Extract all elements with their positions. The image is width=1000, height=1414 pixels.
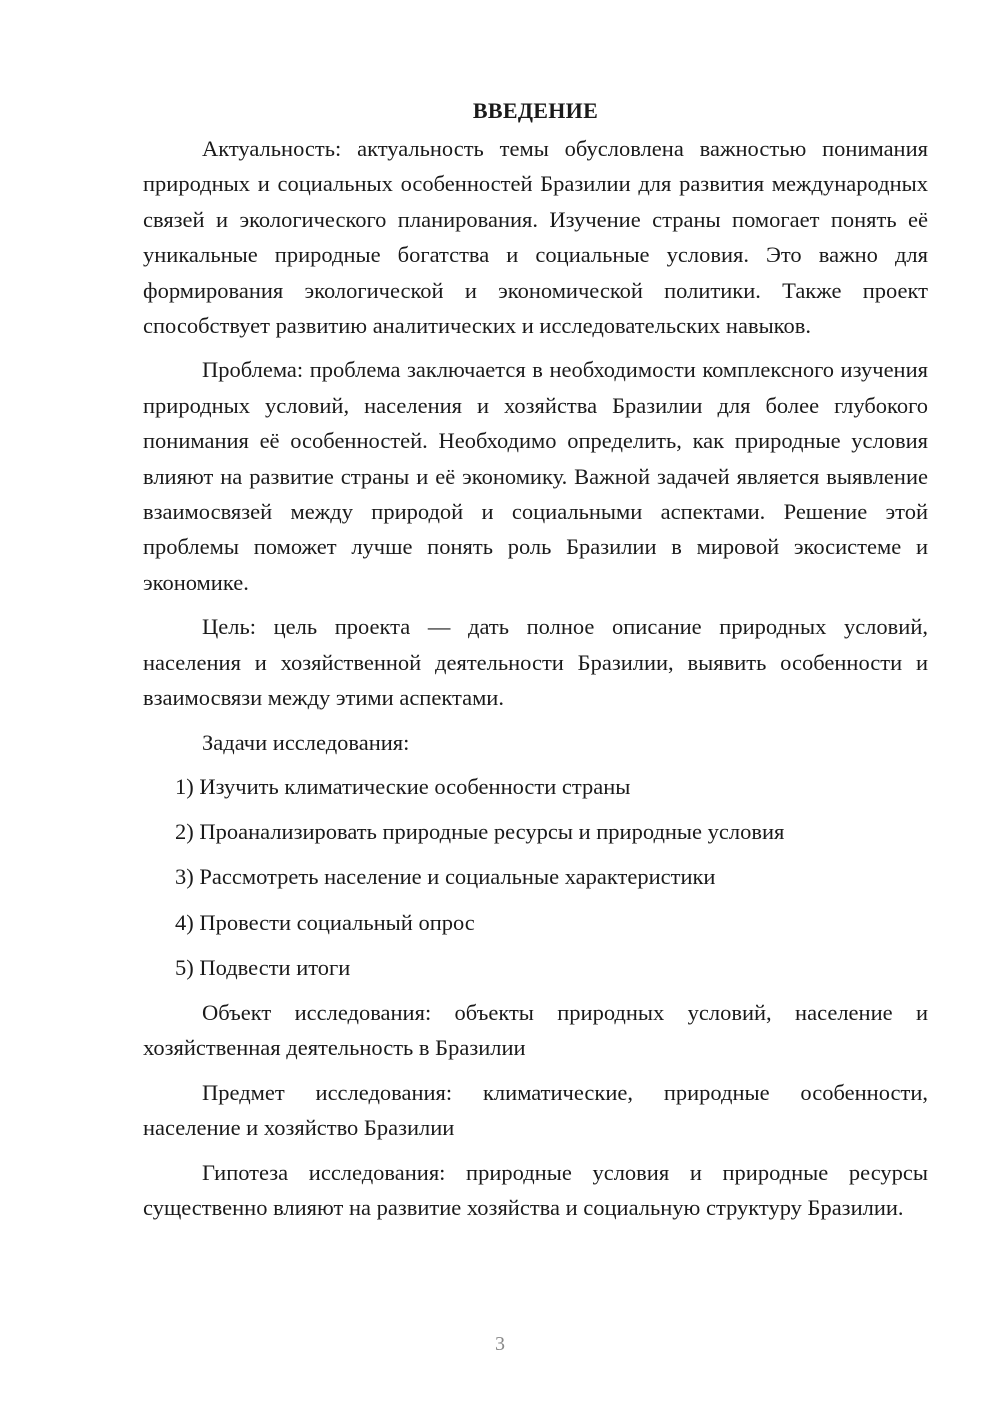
object-paragraph: Объект исследования: объекты природных условий, население и хозяйственная деятельность в Бразилии: [143, 999, 928, 1061]
page-number: 3: [495, 1333, 505, 1355]
list-item: 1) Изучить климатические особенности страны: [175, 773, 631, 799]
tasks-list: [143, 769, 928, 985]
subject-paragraph: Предмет исследования: климатические, природные особенности, население и хозяйство Бразилии: [143, 1079, 928, 1141]
goal-paragraph: Цель: цель проекта — дать полное описание природных условий, населения и хозяйственной деятельности Бразилии, выявить особенности и взаимосвязи между этими аспектами.: [143, 614, 928, 711]
relevance-paragraph: Актуальность: актуальность темы обусловлена важностью понимания природных и социальных особенностей Бразилии для развития международных связей и экологического планирования. Изучение страны помогает понять её уникальные природные богатства и социальные условия. Это важно для формирования экологической и экономической политики. Также проект способствует развитию аналитических и исследовательских навыков.: [143, 136, 928, 339]
list-item: 5) Подвести итоги: [175, 954, 351, 980]
section-heading: ВВЕДЕНИЕ: [472, 98, 599, 123]
list-item: 3) Рассмотреть население и социальные характеристики: [175, 864, 716, 890]
page-content: [143, 93, 928, 1234]
list-item: 4) Провести социальный опрос: [175, 909, 475, 935]
list-item: 2) Проанализировать природные ресурсы и природные условия: [175, 819, 785, 845]
tasks-intro: Задачи исследования:: [202, 729, 410, 755]
problem-paragraph: Проблема: проблема заключается в необходимости комплексного изучения природных условий, населения и хозяйства Бразилии для более глубокого понимания её особенностей. Необходимо определить, как природные условия влияют на развитие страны и её экономику. Важной задачей является выявление взаимосвязей между природой и социальными аспектами. Решение этой проблемы поможет лучше понять роль Бразилии в мировой экосистеме и экономике.: [143, 357, 928, 595]
hypothesis-paragraph: Гипотеза исследования: природные условия и природные ресурсы существенно влияют на развитие хозяйства и социальную структуру Бразилии.: [143, 1159, 928, 1220]
